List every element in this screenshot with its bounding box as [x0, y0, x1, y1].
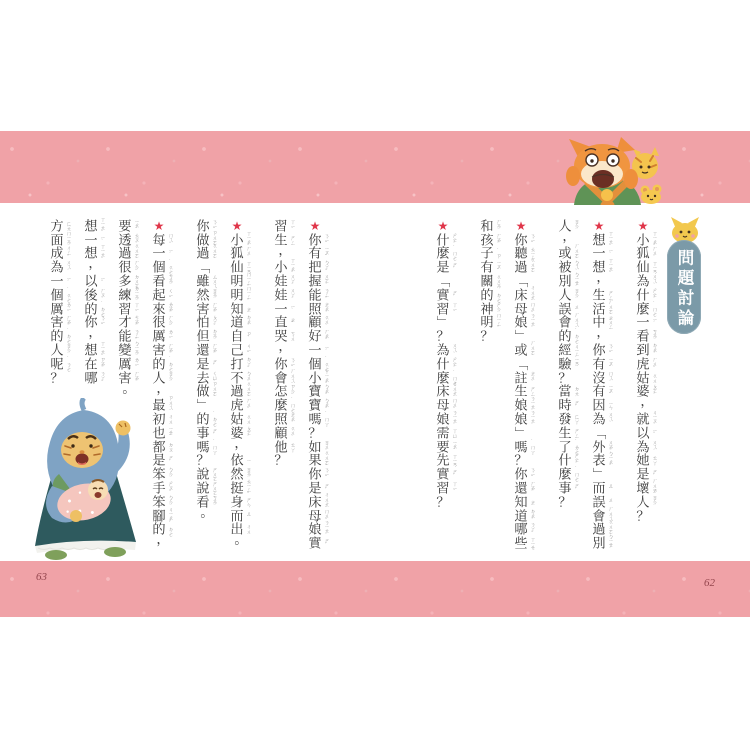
- star-bullet: ★: [515, 218, 527, 233]
- star-bullet: ★: [309, 218, 321, 233]
- text-column: 習 ㄒㄧˊ 生 ㄕㄥ ， 小 ㄒㄧㄠˇ 娃 ㄨㄚˊ 娃 ㄨㄚˊ 一 ㄧˋ 直 ㄓˊ 哭 ㄎㄨ ， 你 ㄋㄧˇ 會 ㄏㄨㄟˋ 怎 ㄗㄣˇ 麼 ˙ㄇㄜ 照 ㄓㄠˋ 顧 ㄍㄨˋ 他 ㄊㄚ ？: [274, 218, 295, 468]
- text-column: ★ 什 ㄕㄜˊ 麼 ˙ㄇㄜ 是 ㄕˋ 「 實 ㄕˊ 習 ㄒㄧˊ 」 ？ 為 ㄨㄟˋ 什 ㄕㄜˊ 麼 ˙ㄇㄜ 床 ㄔㄨㄤˊ 母 ㄇㄨˇ 娘 ㄋㄧㄤˊ 需 ㄒㄩ 要 ㄧㄠˋ 先 ㄒㄧㄢ 實 ㄕˊ 習 ㄒㄧˊ ？: [435, 218, 457, 510]
- discussion-question: [636, 219, 658, 550]
- discussion-question: [196, 219, 252, 550]
- mouse-icon: [638, 184, 664, 204]
- decorative-band-bottom: [0, 561, 750, 617]
- star-bullet: ★: [437, 218, 449, 233]
- text-column: 方 ㄈㄤ 面 ㄇㄧㄢˋ 成 ㄔㄥˊ 為 ㄨㄟˊ 一 ㄧˊ 個 ˙ㄍㄜ 厲 ㄌㄧˋ 害 ㄏㄞˋ 的 ˙ㄉㄜ 人 ㄖㄣˊ 呢 ˙ㄋㄜ ？: [50, 218, 71, 386]
- text-column: ★ 小 ㄒㄧㄠˇ 狐 ㄏㄨˊ 仙 ㄒㄧㄢ 為 ㄨㄟˋ 什 ㄕㄜˊ 麼 ˙ㄇㄜ 一 ㄧˊ 看 ㄎㄢˋ 到 ㄉㄠˋ 虎 ㄏㄨˇ 姑 ㄍㄨ 婆 ㄆㄛˊ ， 就 ㄐㄧㄡˋ 以 ㄧˇ 為 ㄨㄟˊ 她 ㄊㄚ 是 ㄕˋ 壞 ㄏㄨㄞˋ 人 ㄖㄣˊ ？: [636, 218, 657, 524]
- text-column: ★ 小 ㄒㄧㄠˇ 狐 ㄏㄨˊ 仙 ㄒㄧㄢ 明 ㄇㄧㄥˊ 明 ㄇㄧㄥˊ 知 ㄓ 道 ㄉㄠˋ 自 ㄗˋ 己 ㄐㄧˇ 打 ㄉㄚˇ 不 ㄅㄨˊ 過 ㄍㄨㄛˋ 虎 ㄏㄨˇ 姑 ㄍㄨ 婆 ㄆㄛˊ ， 依 ㄧ 然 ㄖㄢˊ 挺 ㄊㄧㄥˇ 身 ㄕㄣ 而 ㄦˊ 出 ㄔㄨ 。: [230, 218, 251, 547]
- text-column: 你 ㄋㄧˇ 做 ㄗㄨㄛˋ 過 ㄍㄨㄛˋ 「 雖 ㄙㄨㄟ 然 ㄖㄢˊ 害 ㄏㄞˋ 怕 ㄆㄚˋ 但 ㄉㄢˋ 還 ㄏㄞˊ 是 ㄕˋ 去 ㄑㄩˋ 做 ㄗㄨㄛˋ 」 的 ˙ㄉㄜ 事 ㄕˋ 嗎 ˙ㄇㄚ ？ 說 ㄕㄨㄛ 說 ㄕㄨㄛ 看 ㄎㄢˋ 。: [195, 218, 217, 520]
- star-bullet: ★: [637, 218, 649, 233]
- text-column: 和 ㄏㄢˋ 孩 ㄏㄞˊ 子 ˙ㄗ 有 ㄧㄡˇ 關 ㄍㄨㄢ 的 ˙ㄉㄜ 神 ㄕㄣˊ 明 ㄇㄧㄥˊ ？: [480, 218, 501, 344]
- star-bullet: ★: [231, 218, 243, 233]
- discussion-question: [274, 219, 330, 550]
- text-column: 要 ㄧㄠˋ 透 ㄊㄡˋ 過 ㄍㄨㄛˋ 很 ㄏㄣˇ 多 ㄉㄨㄛ 練 ㄌㄧㄢˋ 習 ㄒㄧˊ 才 ㄘㄞˊ 能 ㄋㄥˊ 變 ㄅㄧㄢˋ 厲 ㄌㄧˋ 害 ㄏㄞˋ 。: [118, 218, 139, 395]
- text-column: 人 ㄖㄣˊ ， 或 ㄏㄨㄛˋ 被 ㄅㄟˋ 別 ㄅㄧㄝˊ 人 ㄖㄣˊ 誤 ㄨˋ 會 ㄏㄨㄟˋ 的 ˙ㄉㄜ 經 ㄐㄧㄥ 驗 ㄧㄢˋ ？ 當 ㄉㄤ 時 ㄕˊ 發 ㄈㄚ 生 ㄕㄥ 了 ˙ㄌㄜ 什 ㄕㄜˊ 麼 ˙ㄇㄜ 事 ㄕˋ ？: [558, 218, 579, 510]
- grandma-illustration: [22, 398, 152, 563]
- page-number-right: 62: [704, 577, 715, 589]
- section-title: 問題討論: [675, 249, 693, 329]
- banner-mouse-icon: [668, 215, 702, 243]
- discussion-question: [436, 219, 458, 550]
- star-bullet: ★: [593, 218, 605, 233]
- section-title-plaque: [667, 240, 701, 334]
- star-bullet: ★: [153, 218, 165, 233]
- text-column: ★ 你 ㄋㄧˇ 聽 ㄊㄧㄥ 過 ㄍㄨㄛˋ 「 床 ㄔㄨㄤˊ 母 ㄇㄨˇ 娘 ㄋㄧㄤˊ 」 或 ㄏㄨㄛˋ 「 註 ㄓㄨˋ 生 ㄕㄥ 娘 ㄋㄧㄤˊ 娘 ㄋㄧㄤˊ 」 嗎 ˙ㄇㄚ ？ 你 ㄋㄧˇ 還 ㄏㄞˊ 知 ㄓ 道 ㄉㄠˋ 哪 ㄋㄚˇ 些 ㄒㄧㄝ: [513, 218, 535, 551]
- text-column: 想 ㄒㄧㄤˇ 一 ㄧˋ 想 ㄒㄧㄤˇ ， 以 ㄧˇ 後 ㄏㄡˋ 的 ˙ㄉㄜ 你 ㄋㄧˇ ， 想 ㄒㄧㄤˇ 在 ㄗㄞˋ 哪 ㄋㄚˇ: [84, 216, 105, 386]
- text-column: ★ 想 ㄒㄧㄤˇ 一 ㄧˋ 想 ㄒㄧㄤˇ ， 生 ㄕㄥ 活 ㄏㄨㄛˊ 中 ㄓㄨㄥ ， 你 ㄋㄧˇ 有 ㄧㄡˇ 沒 ㄇㄟˊ 有 ㄧㄡˇ 因 ㄧㄣ 為 ㄨㄟˋ 「 外 ㄨㄞˋ 表 ㄅㄧㄠˇ 」 而 ㄦˊ 誤 ㄨˋ 會 ㄏㄨㄟˋ 過 ㄍㄨㄛˋ 別 ㄅㄧㄝˊ: [591, 218, 613, 553]
- discussion-question: [480, 219, 536, 550]
- page-number-left: 63: [36, 571, 47, 583]
- right-page-questions: [435, 218, 658, 553]
- text-column: ★ 你 ㄋㄧˇ 有 ㄧㄡˇ 把 ㄅㄚˇ 握 ㄨㄛˋ 能 ㄋㄥˊ 照 ㄓㄠˋ 顧 ㄍㄨˋ 好 ㄏㄠˇ 一 ㄧˊ 個 ˙ㄍㄜ 小 ㄒㄧㄠˇ 寶 ㄅㄠˇ 寶 ㄅㄠˇ 嗎 ˙ㄇㄚ ？ 如 ㄖㄨˊ 果 ㄍㄨㄛˇ 你 ㄋㄧˇ 是 ㄕˋ 床 ㄔㄨㄤˊ 母 ㄇㄨˇ 娘 ㄋㄧㄤˊ 實 ㄕˊ: [308, 218, 329, 551]
- discussion-question: [558, 218, 614, 553]
- text-column: ★ 每 ㄇㄟˇ 一 ㄧˊ 個 ˙ㄍㄜ 看 ㄎㄢˋ 起 ㄑㄧˇ 來 ㄌㄞˊ 很 ㄏㄣˇ 厲 ㄌㄧˋ 害 ㄏㄞˋ 的 ˙ㄉㄜ 人 ㄖㄣˊ ， 最 ㄗㄨㄟˋ 初 ㄔㄨ 也 ㄧㄝˇ 都 ㄉㄡ 是 ㄕˋ 笨 ㄅㄣˋ 手 ㄕㄡˇ 笨 ㄅㄣˋ 腳 ㄐㄧㄠˇ 的 ˙ㄉㄜ ，: [152, 218, 173, 547]
